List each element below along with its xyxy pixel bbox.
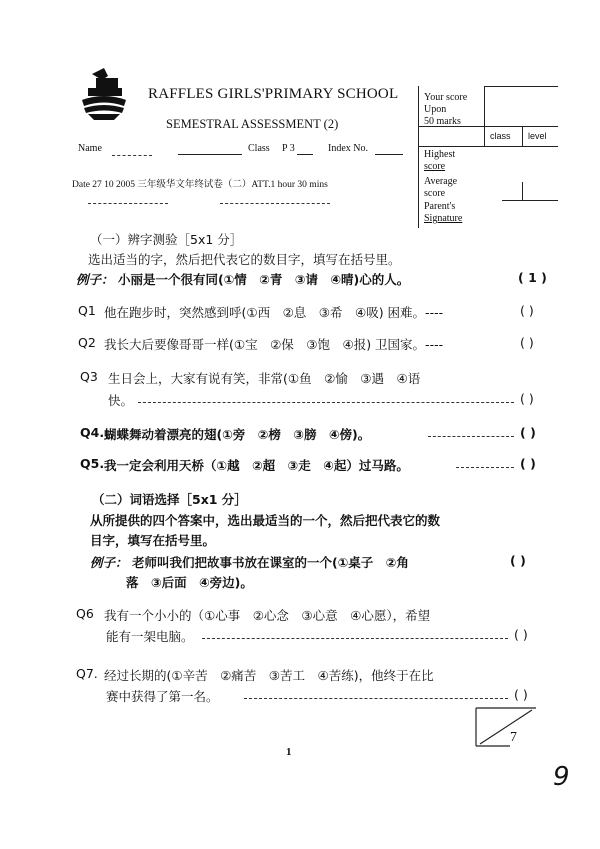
q6-dash-leader [202, 638, 508, 639]
fifty-marks-label: 50 marks [424, 116, 461, 127]
section1-example-label: 例子： [76, 272, 114, 287]
class-blank-line [178, 154, 242, 155]
class-column-header: class [490, 131, 511, 141]
separator-dash-2 [220, 203, 330, 204]
q3-dash-leader [138, 402, 514, 403]
separator-dash-1 [88, 203, 168, 204]
q3-text-line1: 生日会上，大家有说有笑，非常(①鱼 ②愉 ③遇 ④语 [108, 371, 421, 386]
q6-text-line1: 我有一个小小的（①心事 ②心念 ③心意 ④心愿），希望 [104, 608, 431, 623]
name-blank [112, 155, 152, 156]
section2-example-label: 例子： [90, 555, 128, 570]
section1-example-answer: ( 1 ) [518, 270, 547, 285]
your-score-label: Your score [424, 92, 468, 103]
q6-text-line2: 能有一架电脑。 [106, 629, 194, 644]
index-blank [375, 154, 403, 155]
q7-number: Q7. [76, 666, 98, 681]
score-table-mid-line [484, 86, 485, 146]
class-value-line [297, 154, 313, 155]
highest-score-label: score [424, 161, 446, 172]
q1-text: 他在跑步时，突然感到呼(①西 ②息 ③希 ④吸) 困难。---- [104, 305, 444, 320]
average-score-label: score [424, 188, 446, 199]
q5-answer-blank[interactable]: ( ) [520, 456, 536, 471]
q4-dash-leader [428, 436, 514, 437]
q6-number: Q6 [76, 606, 94, 621]
score-table-avg-line [522, 182, 523, 200]
parents-label: Parent's [424, 201, 456, 212]
q4-number: Q4. [80, 425, 105, 440]
q7-answer-blank[interactable]: ( ) [514, 687, 528, 702]
q2-answer-blank[interactable]: ( ) [520, 335, 534, 350]
date-line: Date 27 10 2005 三年级华文年终试卷（二）ATT.1 hour 30 mins [72, 180, 328, 190]
section-score-box [470, 702, 542, 750]
q2-number: Q2 [78, 335, 96, 350]
q7-text-line2: 赛中获得了第一名。 [106, 689, 219, 704]
section1-instruction: 选出适当的字，然后把代表它的数目字，填写在括号里。 [88, 252, 401, 267]
score-table-left-border [418, 86, 419, 228]
q6-answer-blank[interactable]: ( ) [514, 627, 528, 642]
score-table-row-line-2 [418, 146, 558, 147]
q1-number: Q1 [78, 303, 96, 318]
index-label: Index No. [328, 143, 368, 154]
q3-answer-blank[interactable]: ( ) [520, 391, 534, 406]
q5-number: Q5. [80, 456, 105, 471]
score-table-col-line [522, 126, 523, 146]
section2-instruction-line1: 从所提供的四个答案中，选出最适当的一个，然后把代表它的数 [90, 513, 441, 528]
section2-instruction-line2: 目字，填写在括号里。 [90, 533, 216, 548]
section-total-marks: 7 [510, 730, 517, 745]
class-value: P 3 [282, 143, 295, 154]
section2-example-line2: 落 ③后面 ④旁边)。 [126, 575, 253, 590]
school-name: RAFFLES GIRLS'PRIMARY SCHOOL [148, 86, 399, 102]
section2-example-answer[interactable]: ( ) [510, 553, 526, 568]
handwritten-score: 9 [553, 762, 570, 792]
q4-text: 蝴蝶舞动着漂亮的翅(①旁 ②榜 ③膀 ④傍)。 [104, 427, 371, 442]
q5-text: 我一定会利用天桥（①越 ②超 ③走 ④起）过马路。 [104, 458, 409, 473]
name-label: Name [78, 143, 102, 154]
q1-answer-blank[interactable]: ( ) [520, 303, 534, 318]
assessment-title: SEMESTRAL ASSESSMENT (2) [166, 117, 339, 131]
q5-dash-leader [456, 467, 514, 468]
level-column-header: level [528, 131, 547, 141]
score-table-avg-bottom [502, 200, 558, 201]
q3-number: Q3 [80, 369, 98, 384]
highest-label: Highest [424, 149, 456, 160]
section1-title: （一）辨字测验［5x1 分］ [90, 232, 243, 247]
school-crest-logo [78, 66, 130, 124]
q4-answer-blank[interactable]: ( ) [520, 425, 536, 440]
average-label: Average [424, 176, 458, 187]
page-number: 1 [286, 746, 292, 758]
q2-text: 我长大后要像哥哥一样(①宝 ②保 ③饱 ④报) 卫国家。---- [104, 337, 444, 352]
q3-text-line2: 快。 [108, 393, 134, 408]
upon-label: Upon [424, 104, 447, 115]
section2-example-line1: 老师叫我们把故事书放在课室的一个(①桌子 ②角 [132, 555, 409, 570]
section2-title: （二）词语选择［5x1 分］ [92, 492, 247, 507]
score-table-top-line [484, 86, 558, 87]
section1-example-text: 小丽是一个很有同(①情 ②青 ③请 ④晴)心的人。 [118, 272, 410, 287]
signature-label: Signature [424, 213, 463, 224]
q7-text-line1: 经过长期的(①辛苦 ②痛苦 ③苦工 ④苦练)，他终于在比 [104, 668, 434, 683]
class-label: Class [248, 143, 270, 154]
q7-dash-leader [244, 698, 508, 699]
